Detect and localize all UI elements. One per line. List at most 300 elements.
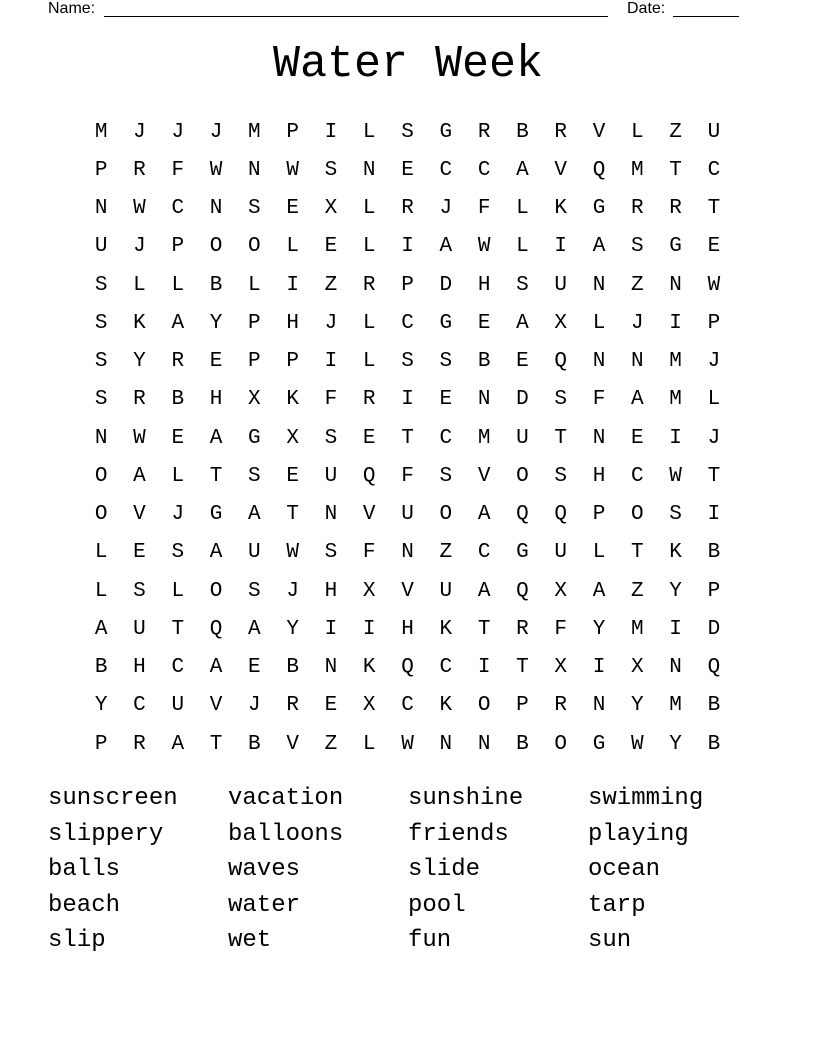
- grid-letter: K: [362, 656, 376, 680]
- word-bank-item: balloons: [228, 820, 344, 848]
- grid-letter: E: [631, 426, 644, 450]
- grid-letter: V: [592, 120, 606, 144]
- grid-letter: L: [286, 235, 299, 259]
- grid-letter: Q: [554, 350, 568, 374]
- grid-letter: S: [248, 197, 261, 221]
- grid-letter: S: [248, 579, 261, 603]
- grid-letter: P: [94, 158, 108, 182]
- grid-letter: O: [477, 694, 491, 718]
- grid-letter: A: [516, 311, 529, 335]
- grid-letter: I: [554, 235, 568, 259]
- grid-letter: L: [362, 197, 376, 221]
- grid-letter: S: [324, 541, 338, 565]
- word-bank: [48, 781, 768, 959]
- grid-letter: S: [554, 388, 568, 412]
- grid-letter: R: [554, 120, 568, 144]
- grid-letter: U: [401, 503, 414, 527]
- grid-letter: S: [324, 158, 338, 182]
- grid-letter: Y: [669, 579, 682, 603]
- grid-letter: L: [171, 464, 185, 488]
- grid-letter: H: [324, 579, 338, 603]
- grid-letter: L: [133, 273, 146, 297]
- grid-letter: B: [171, 388, 185, 412]
- grid-letter: X: [554, 311, 568, 335]
- word-bank-item: ocean: [588, 856, 661, 883]
- grid-letter: Y: [286, 617, 299, 641]
- grid-letter: N: [477, 732, 491, 756]
- grid-letter: R: [631, 197, 644, 221]
- grid-letter: B: [477, 350, 491, 374]
- grid-letter: O: [248, 235, 261, 259]
- grid-letter: B: [248, 732, 261, 756]
- word-bank-item: fun: [408, 927, 452, 954]
- grid-letter: R: [171, 350, 185, 374]
- grid-letter: M: [669, 694, 682, 718]
- word-bank-item: slippery: [48, 820, 164, 848]
- grid-letter: K: [554, 197, 568, 221]
- grid-letter: A: [209, 426, 223, 450]
- grid-letter: Z: [631, 579, 644, 603]
- grid-letter: L: [362, 235, 376, 259]
- grid-letter: M: [669, 388, 682, 412]
- grid-letter: Q: [401, 656, 414, 680]
- grid-letter: T: [286, 503, 299, 527]
- grid-letter: Y: [669, 732, 682, 756]
- grid-letter: J: [324, 311, 338, 335]
- grid-letter: E: [286, 197, 299, 221]
- grid-letter: X: [324, 197, 338, 221]
- grid-letter: J: [707, 350, 721, 374]
- grid-letter: G: [248, 426, 261, 450]
- grid-letter: Q: [516, 503, 529, 527]
- grid-letter: E: [286, 464, 299, 488]
- grid-letter: B: [286, 656, 299, 680]
- grid-letter: P: [516, 694, 529, 718]
- grid-letter: N: [401, 541, 414, 565]
- grid-letter: A: [477, 579, 491, 603]
- grid-letter: H: [133, 656, 146, 680]
- grid-letter: U: [248, 541, 261, 565]
- grid-letter: I: [286, 273, 299, 297]
- word-bank-item: waves: [228, 856, 301, 883]
- grid-letter: W: [631, 732, 644, 756]
- grid-letter: R: [133, 158, 146, 182]
- grid-letter: A: [516, 158, 529, 182]
- grid-letter: I: [401, 235, 414, 259]
- grid-letter: H: [209, 388, 223, 412]
- grid-letter: H: [592, 464, 606, 488]
- grid-letter: V: [133, 503, 146, 527]
- grid-letter: V: [401, 579, 414, 603]
- grid-letter: M: [94, 120, 108, 144]
- grid-letter: K: [669, 541, 682, 565]
- grid-letter: O: [209, 235, 223, 259]
- grid-letter: X: [248, 388, 261, 412]
- grid-letter: L: [592, 541, 606, 565]
- grid-letter: W: [707, 273, 721, 297]
- grid-letter: I: [592, 656, 606, 680]
- grid-letter: L: [94, 541, 108, 565]
- letter-grid: [82, 113, 733, 763]
- grid-letter: A: [248, 503, 261, 527]
- word-bank-item: sunscreen: [48, 785, 178, 812]
- grid-letter: Z: [324, 732, 338, 756]
- grid-letter: S: [248, 464, 261, 488]
- grid-letter: E: [707, 235, 721, 259]
- header-line: [48, 0, 748, 20]
- grid-letter: L: [362, 732, 376, 756]
- grid-letter: N: [324, 503, 338, 527]
- grid-letter: T: [209, 732, 223, 756]
- grid-letter: N: [669, 656, 682, 680]
- grid-letter: S: [133, 579, 146, 603]
- grid-letter: R: [133, 732, 146, 756]
- grid-letter: Y: [631, 694, 644, 718]
- grid-letter: N: [248, 158, 261, 182]
- grid-letter: E: [209, 350, 223, 374]
- grid-letter: P: [592, 503, 606, 527]
- grid-letter: A: [631, 388, 644, 412]
- grid-letter: J: [631, 311, 644, 335]
- date-label: Date:: [627, 0, 666, 17]
- grid-letter: A: [477, 503, 491, 527]
- grid-letter: S: [439, 350, 453, 374]
- grid-letter: I: [324, 120, 338, 144]
- grid-letter: T: [707, 197, 721, 221]
- grid-letter: F: [477, 197, 491, 221]
- grid-letter: O: [94, 503, 108, 527]
- grid-letter: P: [94, 732, 108, 756]
- grid-letter: N: [439, 732, 453, 756]
- grid-letter: O: [554, 732, 568, 756]
- grid-letter: A: [592, 579, 606, 603]
- grid-letter: R: [477, 120, 491, 144]
- grid-letter: D: [439, 273, 453, 297]
- grid-letter: V: [477, 464, 491, 488]
- grid-letter: G: [592, 197, 606, 221]
- grid-letter: V: [362, 503, 376, 527]
- grid-letter: I: [324, 350, 338, 374]
- grid-letter: W: [477, 235, 491, 259]
- grid-letter: Q: [516, 579, 529, 603]
- grid-letter: C: [707, 158, 721, 182]
- grid-letter: I: [707, 503, 721, 527]
- grid-letter: S: [669, 503, 682, 527]
- grid-letter: C: [171, 656, 185, 680]
- grid-letter: R: [362, 388, 376, 412]
- grid-letter: G: [516, 541, 529, 565]
- grid-letter: A: [209, 541, 223, 565]
- grid-letter: O: [209, 579, 223, 603]
- grid-letter: P: [286, 350, 299, 374]
- grid-letter: N: [324, 656, 338, 680]
- grid-letter: M: [631, 158, 644, 182]
- grid-letter: H: [401, 617, 414, 641]
- grid-letter: L: [362, 311, 376, 335]
- grid-letter: F: [592, 388, 606, 412]
- grid-letter: L: [631, 120, 644, 144]
- grid-letter: X: [554, 656, 568, 680]
- grid-letter: O: [439, 503, 453, 527]
- grid-letter: S: [631, 235, 644, 259]
- grid-letter: C: [401, 694, 414, 718]
- grid-letter: Z: [324, 273, 338, 297]
- grid-letter: N: [592, 350, 606, 374]
- grid-letter: W: [669, 464, 682, 488]
- grid-letter: R: [362, 273, 376, 297]
- grid-letter: S: [401, 120, 414, 144]
- grid-letter: K: [133, 311, 146, 335]
- grid-letter: J: [439, 197, 453, 221]
- grid-letter: L: [516, 197, 529, 221]
- grid-letter: U: [516, 426, 529, 450]
- grid-letter: E: [133, 541, 146, 565]
- word-bank-item: slide: [408, 856, 481, 883]
- grid-letter: I: [362, 617, 376, 641]
- grid-letter: M: [631, 617, 644, 641]
- grid-letter: E: [362, 426, 376, 450]
- grid-letter: E: [171, 426, 185, 450]
- grid-letter: L: [362, 350, 376, 374]
- grid-letter: G: [592, 732, 606, 756]
- grid-letter: R: [286, 694, 299, 718]
- grid-letter: K: [286, 388, 299, 412]
- grid-letter: D: [707, 617, 721, 641]
- grid-letter: Q: [554, 503, 568, 527]
- grid-letter: U: [439, 579, 453, 603]
- grid-letter: H: [286, 311, 299, 335]
- grid-letter: W: [133, 197, 146, 221]
- grid-letter: L: [707, 388, 721, 412]
- grid-letter: Q: [707, 656, 721, 680]
- grid-letter: S: [401, 350, 414, 374]
- grid-letter: F: [171, 158, 185, 182]
- word-bank-item: sunshine: [408, 785, 524, 812]
- grid-letter: F: [401, 464, 414, 488]
- grid-letter: Q: [592, 158, 606, 182]
- grid-letter: A: [439, 235, 453, 259]
- grid-letter: E: [248, 656, 261, 680]
- grid-letter: B: [516, 120, 529, 144]
- word-bank-item: vacation: [228, 785, 344, 812]
- grid-letter: R: [133, 388, 146, 412]
- grid-letter: E: [324, 694, 338, 718]
- grid-letter: K: [439, 694, 453, 718]
- grid-letter: A: [171, 732, 185, 756]
- grid-letter: B: [707, 694, 721, 718]
- grid-letter: Q: [209, 617, 223, 641]
- grid-letter: A: [592, 235, 606, 259]
- grid-letter: N: [209, 197, 223, 221]
- grid-letter: I: [324, 617, 338, 641]
- grid-letter: V: [209, 694, 223, 718]
- grid-letter: A: [94, 617, 108, 641]
- grid-letter: W: [401, 732, 414, 756]
- grid-letter: K: [439, 617, 453, 641]
- grid-letter: W: [133, 426, 146, 450]
- grid-letter: J: [707, 426, 721, 450]
- grid-letter: N: [477, 388, 491, 412]
- grid-letter: J: [133, 120, 146, 144]
- grid-letter: Z: [669, 120, 682, 144]
- word-bank-item: beach: [48, 891, 121, 919]
- grid-letter: Y: [209, 311, 223, 335]
- grid-letter: U: [554, 273, 568, 297]
- grid-letter: W: [286, 541, 299, 565]
- grid-letter: W: [209, 158, 223, 182]
- grid-letter: C: [477, 158, 491, 182]
- grid-letter: N: [669, 273, 682, 297]
- grid-letter: T: [477, 617, 491, 641]
- grid-letter: B: [707, 541, 721, 565]
- word-bank-item: pool: [408, 891, 466, 919]
- grid-letter: G: [669, 235, 682, 259]
- grid-letter: C: [631, 464, 644, 488]
- grid-letter: L: [248, 273, 261, 297]
- grid-letter: J: [171, 120, 185, 144]
- grid-letter: B: [516, 732, 529, 756]
- grid-letter: I: [669, 311, 682, 335]
- name-field-line[interactable]: [104, 16, 608, 17]
- grid-letter: Y: [592, 617, 606, 641]
- grid-letter: Y: [94, 694, 108, 718]
- grid-letter: Z: [439, 541, 453, 565]
- grid-letter: X: [286, 426, 299, 450]
- grid-letter: X: [554, 579, 568, 603]
- grid-letter: C: [439, 158, 453, 182]
- grid-letter: R: [669, 197, 682, 221]
- grid-letter: U: [94, 235, 108, 259]
- grid-letter: L: [94, 579, 108, 603]
- grid-letter: T: [669, 158, 682, 182]
- grid-letter: Z: [631, 273, 644, 297]
- page-title: Water Week: [272, 39, 544, 90]
- grid-letter: J: [133, 235, 146, 259]
- grid-letter: J: [209, 120, 223, 144]
- grid-letter: U: [707, 120, 721, 144]
- word-bank-item: balls: [48, 856, 121, 883]
- word-bank-item: playing: [588, 820, 689, 848]
- grid-letter: V: [286, 732, 299, 756]
- grid-letter: J: [286, 579, 299, 603]
- grid-letter: I: [669, 617, 682, 641]
- grid-letter: S: [516, 273, 529, 297]
- grid-letter: N: [592, 273, 606, 297]
- grid-letter: P: [707, 311, 721, 335]
- grid-letter: C: [477, 541, 491, 565]
- grid-letter: C: [171, 197, 185, 221]
- grid-letter: E: [477, 311, 491, 335]
- grid-letter: C: [439, 656, 453, 680]
- grid-letter: P: [248, 350, 261, 374]
- grid-letter: C: [133, 694, 146, 718]
- grid-letter: P: [401, 273, 414, 297]
- grid-letter: A: [133, 464, 146, 488]
- grid-letter: G: [439, 120, 453, 144]
- grid-letter: R: [516, 617, 529, 641]
- grid-letter: P: [171, 235, 185, 259]
- grid-letter: V: [554, 158, 568, 182]
- grid-letter: S: [324, 426, 338, 450]
- grid-letter: R: [554, 694, 568, 718]
- grid-letter: S: [94, 311, 108, 335]
- word-bank-item: sun: [588, 927, 632, 954]
- grid-letter: D: [516, 388, 529, 412]
- grid-letter: E: [401, 158, 414, 182]
- grid-letter: S: [439, 464, 453, 488]
- word-bank-item: wet: [228, 927, 272, 954]
- grid-letter: N: [94, 426, 108, 450]
- grid-letter: O: [94, 464, 108, 488]
- grid-letter: T: [631, 541, 644, 565]
- grid-letter: E: [324, 235, 338, 259]
- grid-letter: S: [94, 350, 108, 374]
- date-field-line[interactable]: [673, 16, 739, 17]
- grid-letter: M: [248, 120, 261, 144]
- grid-letter: F: [554, 617, 568, 641]
- grid-letter: L: [362, 120, 376, 144]
- grid-letter: N: [94, 197, 108, 221]
- grid-letter: W: [286, 158, 299, 182]
- name-label: Name:: [48, 0, 96, 17]
- grid-letter: I: [401, 388, 414, 412]
- grid-letter: S: [94, 388, 108, 412]
- grid-letter: Q: [362, 464, 376, 488]
- grid-letter: N: [592, 694, 606, 718]
- grid-letter: B: [707, 732, 721, 756]
- grid-letter: H: [477, 273, 491, 297]
- grid-letter: G: [439, 311, 453, 335]
- grid-letter: N: [592, 426, 606, 450]
- grid-letter: T: [516, 656, 529, 680]
- grid-letter: U: [133, 617, 146, 641]
- grid-letter: T: [171, 617, 185, 641]
- grid-letter: E: [439, 388, 453, 412]
- grid-letter: T: [209, 464, 223, 488]
- grid-letter: J: [248, 694, 261, 718]
- grid-letter: L: [592, 311, 606, 335]
- grid-letter: L: [171, 273, 185, 297]
- grid-letter: C: [401, 311, 414, 335]
- grid-letter: O: [631, 503, 644, 527]
- grid-letter: F: [362, 541, 376, 565]
- word-bank-item: slip: [48, 927, 106, 954]
- grid-letter: P: [286, 120, 299, 144]
- grid-letter: S: [94, 273, 108, 297]
- grid-letter: C: [439, 426, 453, 450]
- grid-letter: M: [669, 350, 682, 374]
- grid-letter: M: [477, 426, 491, 450]
- grid-letter: A: [171, 311, 185, 335]
- grid-letter: N: [362, 158, 376, 182]
- grid-letter: G: [209, 503, 223, 527]
- grid-letter: U: [171, 694, 185, 718]
- grid-letter: O: [516, 464, 529, 488]
- grid-letter: B: [94, 656, 108, 680]
- word-bank-item: friends: [408, 820, 509, 848]
- grid-letter: S: [554, 464, 568, 488]
- grid-letter: F: [324, 388, 338, 412]
- grid-letter: P: [707, 579, 721, 603]
- grid-letter: J: [171, 503, 185, 527]
- grid-letter: T: [707, 464, 721, 488]
- grid-letter: A: [209, 656, 223, 680]
- grid-letter: N: [631, 350, 644, 374]
- grid-letter: L: [516, 235, 529, 259]
- grid-letter: B: [209, 273, 223, 297]
- grid-letter: X: [631, 656, 644, 680]
- grid-letter: E: [516, 350, 529, 374]
